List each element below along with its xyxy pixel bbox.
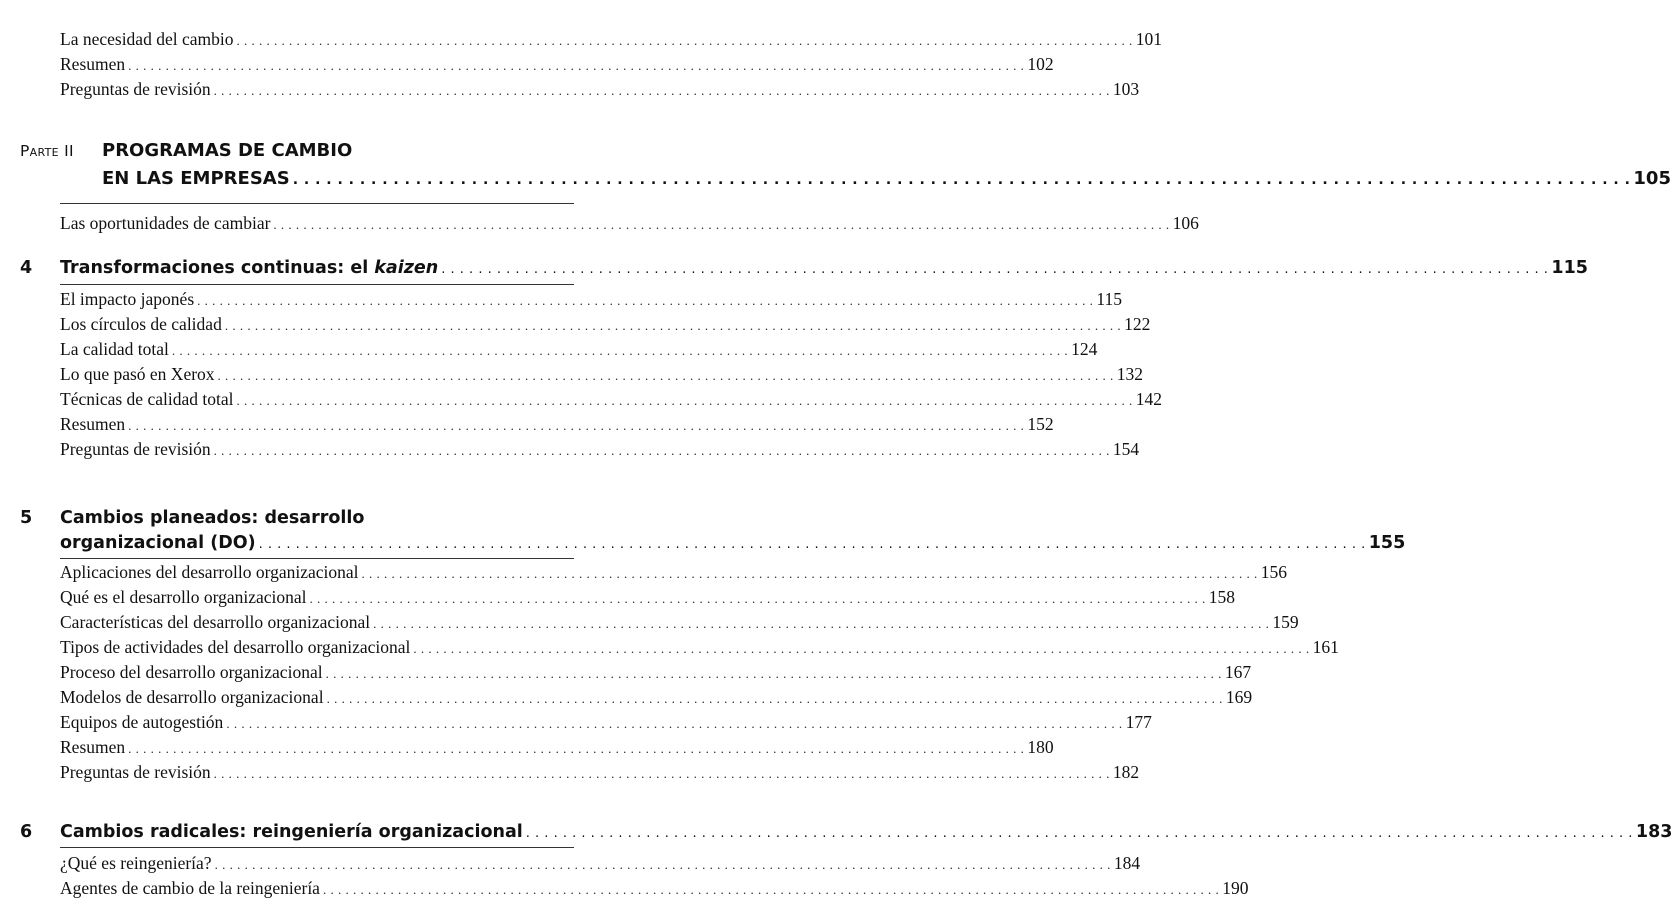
entry-title: La calidad total xyxy=(60,339,169,359)
divider-rule xyxy=(60,284,574,285)
entry-title: Las oportunidades de cambiar xyxy=(60,213,271,233)
chapter-title-line2: organizacional (DO) xyxy=(60,533,256,553)
entry-page: 190 xyxy=(1222,878,1249,898)
entry-page: 156 xyxy=(1260,562,1288,582)
entry-page: 169 xyxy=(1225,687,1253,707)
chapter-number: 6 xyxy=(20,822,33,842)
entry-page: 152 xyxy=(1027,414,1054,434)
entry-page: 182 xyxy=(1112,762,1140,782)
entry-page: 106 xyxy=(1172,213,1199,233)
divider-rule xyxy=(60,847,574,848)
part-page: 105 xyxy=(1633,168,1671,189)
dot-leader: . . . . . . . . . . . . . . . . . . . . . . . . . . . . . . . . . . . . . . . . . . . . . . . . . . . . . . . . . . . . . . . . . . . . . . . . . . . . . . . . . . . . . . . . . . . . . . . . . . . . . . . . . . . . . . . . . . . . . . . . xyxy=(326,691,1223,706)
chapter-page: 115 xyxy=(1551,258,1588,278)
toc-entry xyxy=(60,411,1054,437)
toc-entry xyxy=(60,210,1199,236)
toc-entry xyxy=(60,850,1141,876)
dot-leader: . . . . . . . . . . . . . . . . . . . . . . . . . . . . . . . . . . . . . . . . . . . . . . . . . . . . . . . . . . . . . . . . . . . . . . . . . . . . . . . . . . . . . . . . . . . . . . . . . . . . . . . . . . . . . . . . . . . . . . . . xyxy=(128,741,1025,756)
chapter-heading-6 xyxy=(20,817,1672,847)
entry-page: 161 xyxy=(1312,637,1339,657)
toc-entry xyxy=(60,76,1140,102)
toc-entry xyxy=(60,609,1299,635)
entry-title: Qué es el desarrollo organizacional xyxy=(60,587,307,607)
entry-title: ¿Qué es reingeniería? xyxy=(60,853,212,873)
toc-entry xyxy=(60,286,1122,312)
entry-title: Tipos de actividades del desarrollo organizacional xyxy=(60,637,411,657)
entry-page: 158 xyxy=(1208,587,1236,607)
dot-leader: . . . . . . . . . . . . . . . . . . . . . . . . . . . . . . . . . . . . . . . . . . . . . . . . . . . . . . . . . . . . . . . . . . . . . . . . . . . . . . . . . . . . . . . . . . . . . . . . . . . . . . . . . . . . . . . . . . . . . . . . xyxy=(213,443,1110,458)
dot-leader: . . . . . . . . . . . . . . . . . . . . . . . . . . . . . . . . . . . . . . . . . . . . . . . . . . . . . . . . . . . . . . . . . . . . . . . . . . . . . . . . . . . . . . . . . . . . . . . . . . . . . . . . . . . . . . . . . . . . . . . . xyxy=(236,393,1133,408)
toc-entry xyxy=(60,709,1152,735)
dot-leader: . . . . . . . . . . . . . . . . . . . . . . . . . . . . . . . . . . . . . . . . . . . . . . . . . . . . . . . . . . . . . . . . . . . . . . . . . . . . . . . . . . . . . . . . . . . . . . . . . . . . . . . . . . . . . . . . . . . . . . . . xyxy=(224,318,1122,333)
divider-rule xyxy=(60,203,574,204)
entry-title: Modelos de desarrollo organizacional xyxy=(60,687,324,707)
toc-entry xyxy=(60,311,1151,337)
toc-entry xyxy=(60,436,1140,462)
entry-page: 142 xyxy=(1135,389,1162,409)
toc-entry xyxy=(60,875,1249,901)
dot-leader: . . . . . . . . . . . . . . . . . . . . . . . . . . . . . . . . . . . . . . . . . . . . . . . . . . . . . . . . . . . . . . . . . . . . . . . . . . . . . . . . . . . . . . . . . . . . . . . . . . . . . . . . . . . . . . . . . . . . . . . . xyxy=(413,641,1310,656)
dot-leader: . . . . . . . . . . . . . . . . . . . . . . . . . . . . . . . . . . . . . . . . . . . . . . . . . . . . . . . . . . . . . . . . . . . . . . . . . . . . . . . . . . . . . . . . . . . . . . . . . . . . . . . . . . . . . . . . . . . . . . . . xyxy=(236,33,1133,48)
entry-title: Lo que pasó en Xerox xyxy=(60,364,215,384)
entry-title: Preguntas de revisión xyxy=(60,762,211,782)
dot-leader: . . . . . . . . . . . . . . . . . . . . . . . . . . . . . . . . . . . . . . . . . . . . . . . . . . . . . . . . . . . . . . . . . . . . . . . . . . . . . . . . . . . . . . . . . . . . . . . . . . . . . . . . . . . . . . . . . . . . . . . . xyxy=(197,293,1094,308)
dot-leader: . . . . . . . . . . . . . . . . . . . . . . . . . . . . . . . . . . . . . . . . . . . . . . . . . . . . . . . . . . . . . . . . . . . . . . . . . . . . . . . . . . . . . . . . . . . . . . . . . . . . . . . . . . . . . . . . . . . . . . . . xyxy=(128,418,1025,433)
chapter-page: 155 xyxy=(1368,533,1406,553)
dot-leader: . . . . . . . . . . . . . . . . . . . . . . . . . . . . . . . . . . . . . . . . . . . . . . . . . . . . . . . . . . . . . . . . . . . . . . . . . . . . . . . . . . . . . . . . . . . . . . . . . . . . . . . . . . . . . . . . . . . . . . . . xyxy=(441,262,1549,277)
entry-page: 103 xyxy=(1112,79,1140,99)
dot-leader: . . . . . . . . . . . . . . . . . . . . . . . . . . . . . . . . . . . . . . . . . . . . . . . . . . . . . . . . . . . . . . . . . . . . . . . . . . . . . . . . . . . . . . . . . . . . . . . . . . . . . . . . . . . . . . . . . . . . . . . . xyxy=(525,826,1633,841)
toc-entry xyxy=(60,386,1162,412)
dot-leader: . . . . . . . . . . . . . . . . . . . . . . . . . . . . . . . . . . . . . . . . . . . . . . . . . . . . . . . . . . . . . . . . . . . . . . . . . . . . . . . . . . . . . . . . . . . . . . . . . . . . . . . . . . . . . . . . . . . . . . . . xyxy=(273,217,1170,232)
entry-page: 101 xyxy=(1135,29,1162,49)
entry-title: Resumen xyxy=(60,414,126,434)
entry-title: Resumen xyxy=(60,54,126,74)
chapter-number: 4 xyxy=(20,258,33,278)
dot-leader: . . . . . . . . . . . . . . . . . . . . . . . . . . . . . . . . . . . . . . . . . . . . . . . . . . . . . . . . . . . . . . . . . . . . . . . . . . . . . . . . . . . . . . . . . . . . . . . . . . . . . . . . . . . . . . . . . . . . . . . . xyxy=(322,882,1220,897)
entry-title: Agentes de cambio de la reingeniería xyxy=(60,878,320,898)
toc-entry xyxy=(60,684,1253,710)
toc-entry xyxy=(60,634,1339,660)
toc-entry xyxy=(60,51,1054,77)
toc-entry xyxy=(60,361,1144,387)
entry-page: 154 xyxy=(1112,439,1140,459)
part-title-line1: PROGRAMAS DE CAMBIO xyxy=(102,140,353,161)
chapter-heading-4 xyxy=(20,253,1588,283)
entry-page: 102 xyxy=(1027,54,1054,74)
toc-entry xyxy=(60,584,1236,610)
entry-page: 167 xyxy=(1224,662,1252,682)
entry-page: 184 xyxy=(1113,853,1141,873)
toc-entry xyxy=(60,734,1054,760)
entry-page: 180 xyxy=(1027,737,1054,757)
dot-leader: . . . . . . . . . . . . . . . . . . . . . . . . . . . . . . . . . . . . . . . . . . . . . . . . . . . . . . . . . . . . . . . . . . . . . . . . . . . . . . . . . . . . . . . . . . . . . . . . . . . . . . . . . . . . . . . . . . . . . . . . xyxy=(128,58,1025,73)
entry-title: La necesidad del cambio xyxy=(60,29,234,49)
entry-title: Preguntas de revisión xyxy=(60,439,211,459)
dot-leader: . . . . . . . . . . . . . . . . . . . . . . . . . . . . . . . . . . . . . . . . . . . . . . . . . . . . . . . . . . . . . . . . . . . . . . . . . . . . . . . . . . . . . . . . . . . . . . . . . . . . . . . . . . . . . . . . . . . . . . . . xyxy=(325,666,1222,681)
entry-title: Preguntas de revisión xyxy=(60,79,211,99)
chapter-title-main: Transformaciones continuas: el xyxy=(60,258,375,278)
dot-leader: . . . . . . . . . . . . . . . . . . . . . . . . . . . . . . . . . . . . . . . . . . . . . . . . . . . . . . . . . . . . . . . . . . . . . . . . . . . . . . . . . . . . . . . . . . . . . . . . . . . . . . . . . . . . . . . . . . . . . . . . xyxy=(361,566,1258,581)
entry-title: Proceso del desarrollo organizacional xyxy=(60,662,323,682)
entry-title: Características del desarrollo organizacional xyxy=(60,612,371,632)
part-title-line2: EN LAS EMPRESAS xyxy=(102,168,290,189)
dot-leader: . . . . . . . . . . . . . . . . . . . . . . . . . . . . . . . . . . . . . . . . . . . . . . . . . . . . . . . . . . . . . . . . . . . . . . . . . . . . . . . . . . . . . . . . . . . . . . . . . . . . . . . . . . . . . . . . . . . . . . . . xyxy=(373,616,1270,631)
dot-leader: . . . . . . . . . . . . . . . . . . . . . . . . . . . . . . . . . . . . . . . . . . . . . . . . . . . . . . . . . . . . . . . . . . . . . . . . . . . . . . . . . . . . . . . . . . . . . . . . . . . . . . . . . . . . . . . . . . . . . . . . xyxy=(309,591,1206,606)
entry-page: 159 xyxy=(1272,612,1299,632)
toc-entry xyxy=(60,559,1288,585)
dot-leader: . . . . . . . . . . . . . . . . . . . . . . . . . . . . . . . . . . . . . . . . . . . . . . . . . . . . . . . . . . . . . . . . . . . . . . . . . . . . . . . . . . . . . . . . . . . . . . . . . . . . . . . . . . . . . . . . . . . . . . . . xyxy=(217,368,1114,383)
dot-leader: . . . . . . . . . . . . . . . . . . . . . . . . . . . . . . . . . . . . . . . . . . . . . . . . . . . . . . . . . . . . . . . . . . . . . . . . . . . . . . . . . . . . . . . . . . . . . . . . . . . . . . . . . . . . . . . . . . . . . . . . xyxy=(213,766,1110,781)
entry-title: El impacto japonés xyxy=(60,289,195,309)
toc-entry xyxy=(60,26,1162,52)
toc-entry xyxy=(60,659,1252,685)
chapter-number: 5 xyxy=(20,508,33,528)
dot-leader: . . . . . . . . . . . . . . . . . . . . . . . . . . . . . . . . . . . . . . . . . . . . . . . . . . . . . . . . . . . . . . . . . . . . . . . . . . . . . . . . . . . . . . . . . . . . . . . . . . . . . . . . . . . . . . . . . . . . . . . . xyxy=(213,83,1110,98)
entry-title: Resumen xyxy=(60,737,126,757)
entry-page: 122 xyxy=(1124,314,1151,334)
entry-title: Técnicas de calidad total xyxy=(60,389,234,409)
toc-entry xyxy=(60,336,1098,362)
dot-leader: . . . . . . . . . . . . . . . . . . . . . . . . . . . . . . . . . . . . . . . . . . . . . . . . . . . . . . . . . . . . . . . . . . . . . . . . . . . . . . . . . . . . . . . . . . . . . . . . . . . . . . . . . . . . . . . . . . . . . . . . xyxy=(226,716,1123,731)
part-heading-line2 xyxy=(102,164,1671,194)
entry-title: Aplicaciones del desarrollo organizacional xyxy=(60,562,359,582)
toc-entry xyxy=(60,759,1140,785)
entry-page: 132 xyxy=(1116,364,1144,384)
chapter-title: Cambios radicales: reingeniería organizacional xyxy=(60,822,523,842)
chapter-page: 183 xyxy=(1635,822,1672,842)
entry-page: 115 xyxy=(1096,289,1122,309)
chapter-title-line1: Cambios planeados: desarrollo xyxy=(60,508,365,528)
chapter-heading-5-line2 xyxy=(60,528,1406,558)
dot-leader: . . . . . . . . . . . . . . . . . . . . . . . . . . . . . . . . . . . . . . . . . . . . . . . . . . . . . . . . . . . . . . . . . . . . . . . . . . . . . . . . . . . . . . . . . . . . . . . . . . . . . . . . . . . . . . . . . . . . . . . . xyxy=(292,172,1631,188)
entry-page: 124 xyxy=(1071,339,1098,359)
dot-leader: . . . . . . . . . . . . . . . . . . . . . . . . . . . . . . . . . . . . . . . . . . . . . . . . . . . . . . . . . . . . . . . . . . . . . . . . . . . . . . . . . . . . . . . . . . . . . . . . . . . . . . . . . . . . . . . . . . . . . . . . xyxy=(258,537,1366,552)
dot-leader: . . . . . . . . . . . . . . . . . . . . . . . . . . . . . . . . . . . . . . . . . . . . . . . . . . . . . . . . . . . . . . . . . . . . . . . . . . . . . . . . . . . . . . . . . . . . . . . . . . . . . . . . . . . . . . . . . . . . . . . . xyxy=(171,343,1069,358)
entry-title: Equipos de autogestión xyxy=(60,712,224,732)
entry-title: Los círculos de calidad xyxy=(60,314,222,334)
chapter-title-emphasis: kaizen xyxy=(374,258,439,278)
entry-page: 177 xyxy=(1125,712,1152,732)
part-label: Parte II xyxy=(20,142,74,160)
dot-leader: . . . . . . . . . . . . . . . . . . . . . . . . . . . . . . . . . . . . . . . . . . . . . . . . . . . . . . . . . . . . . . . . . . . . . . . . . . . . . . . . . . . . . . . . . . . . . . . . . . . . . . . . . . . . . . . . . . . . . . . . xyxy=(214,857,1111,872)
chapter-title xyxy=(60,253,438,283)
